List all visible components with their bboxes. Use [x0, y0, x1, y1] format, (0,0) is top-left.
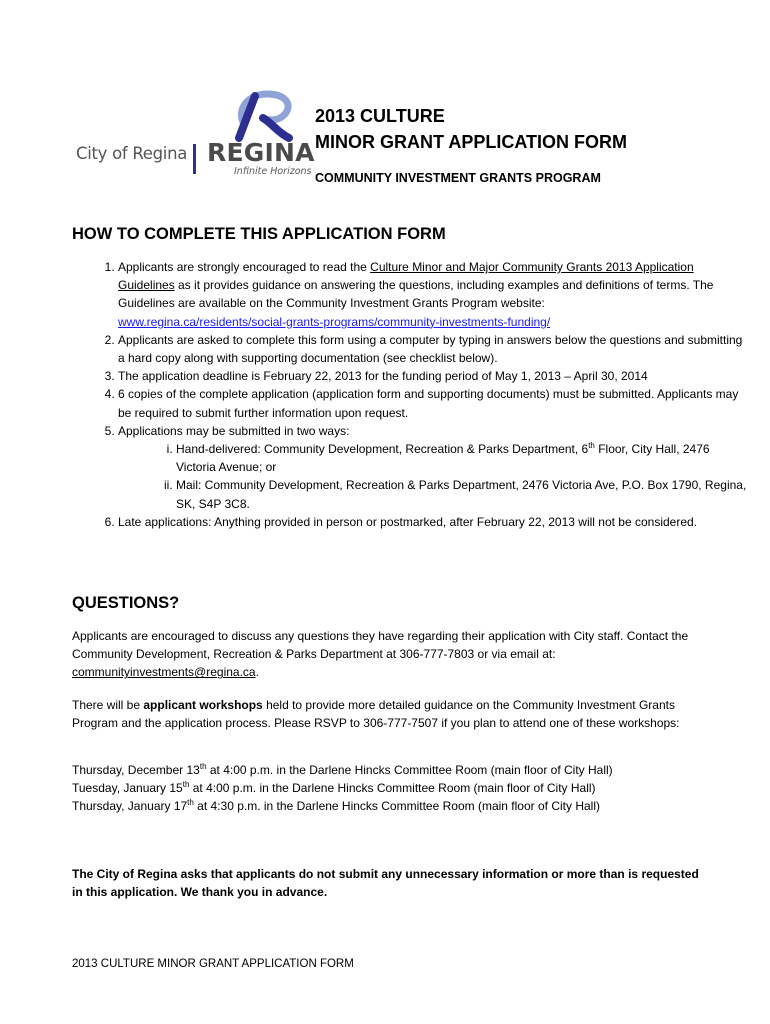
hand-sup: th: [588, 441, 595, 451]
hand-text-post: Floor, City Hall, 2476 Victoria Avenue; or: [176, 442, 710, 475]
hand-text-pre: Hand-delivered: Community Development, Recreation & Parks Department, 6: [176, 442, 589, 457]
instruction-item-5: [118, 422, 748, 513]
instructions-list: [72, 258, 748, 531]
w2-sup: th: [182, 780, 190, 790]
w3-post: at 4:30 p.m. in the Darlene Hincks Committee Room (main floor of City Hall): [193, 799, 600, 814]
w3-sup: th: [187, 798, 194, 808]
logo-tagline: Infinite Horizons: [234, 166, 312, 177]
title-line-2: MINOR GRANT APPLICATION FORM: [315, 132, 627, 152]
form-title: [315, 103, 627, 155]
city-of-regina-logo: [72, 88, 315, 184]
submission-methods-list: [118, 440, 748, 513]
guidelines-url-link[interactable]: www.regina.ca/residents/social-grants-programs/community-investments-funding/: [118, 314, 551, 329]
workshops-bold: applicant workshops: [143, 698, 263, 712]
w3-pre: Thursday, January 17: [72, 799, 188, 814]
closing-note: The City of Regina asks that applicants do not submit any unnecessary information or more than is requested in this application. We thank you in advance.: [72, 867, 699, 900]
workshops-paragraph: [72, 696, 702, 732]
workshop-date-2: [72, 781, 596, 795]
page-footer: 2013 CULTURE MINOR GRANT APPLICATION FORM: [72, 958, 354, 970]
guidelines-link[interactable]: Culture Minor and Major Community Grants 2013 Application Guidelines: [118, 260, 694, 293]
regina-r-logo-icon: [227, 88, 307, 144]
instruction-item-4: 4. 6 copies of the complete application (application form and supporting documents) must be submitted. Applicants may be required to submit further information upon request.: [118, 385, 748, 421]
workshops-text-pre: There will be: [72, 698, 144, 712]
submission-method-mail: ii. Mail: Community Development, Recreation & Parks Department, 2476 Victoria Ave, P.O. Box 1790, Regina, SK, S4P 3C8.: [176, 476, 748, 512]
program-subtitle: COMMUNITY INVESTMENT GRANTS PROGRAM: [315, 171, 601, 185]
email-link[interactable]: communityinvestments@regina.ca: [72, 665, 256, 680]
item1-text-pre: Applicants are strongly encouraged to read the: [118, 260, 371, 274]
w2-pre: Tuesday, January 15: [72, 781, 183, 796]
workshop-date-1: [72, 763, 613, 777]
instruction-item-3: 3. The application deadline is February 22, 2013 for the funding period of May 1, 2013 – April 30, 2014: [118, 367, 748, 385]
instruction-item-1: [118, 258, 748, 331]
w1-sup: th: [199, 762, 207, 771]
title-line-1: 2013 CULTURE: [315, 106, 445, 126]
logo-separator: [193, 144, 196, 174]
instruction-item-6: 6. Late applications: Anything provided in person or postmarked, after February 22, 2013 will not be considered.: [118, 513, 748, 531]
logo-brand-text: REGINA: [207, 138, 315, 167]
item5-text: Applications may be submitted in two ways:: [118, 423, 350, 438]
contact-text: Applicants are encouraged to discuss any questions they have regarding their application with City staff. Contact the Community Development, Recreation & Parks Department at 306-777-7803 or via email at:: [72, 629, 689, 662]
questions-heading: QUESTIONS?: [72, 594, 180, 612]
w1-pre: Thursday, December 13: [72, 763, 200, 777]
w1-post: at 4:00 p.m. in the Darlene Hincks Committee Room (main floor of City Hall): [206, 763, 613, 777]
logo-city-text: City of Regina: [76, 144, 188, 163]
workshop-date-3: [72, 799, 600, 813]
instruction-item-2: 2. Applicants are asked to complete this form using a computer by typing in answers below the questions and submitting a hard copy along with supporting documentation (see checklist below).: [118, 331, 748, 367]
w2-post: at 4:00 p.m. in the Darlene Hincks Committee Room (main floor of City Hall): [189, 781, 596, 796]
item1-text-post: as it provides guidance on answering the questions, including examples and definitions of terms. The Guidelines are available on the Community Investment Grants Program website:: [118, 278, 714, 311]
contact-period: .: [255, 665, 259, 680]
workshop-dates: [72, 761, 702, 816]
workshops-text-post: held to provide more detailed guidance on the Community Investment Grants Program and the application process. Please RSVP to 306-777-7507 if you plan to attend one of these workshops:: [72, 698, 680, 731]
how-to-heading: HOW TO COMPLETE THIS APPLICATION FORM: [72, 225, 446, 243]
submission-method-hand: [176, 440, 748, 476]
contact-paragraph: [72, 627, 702, 682]
